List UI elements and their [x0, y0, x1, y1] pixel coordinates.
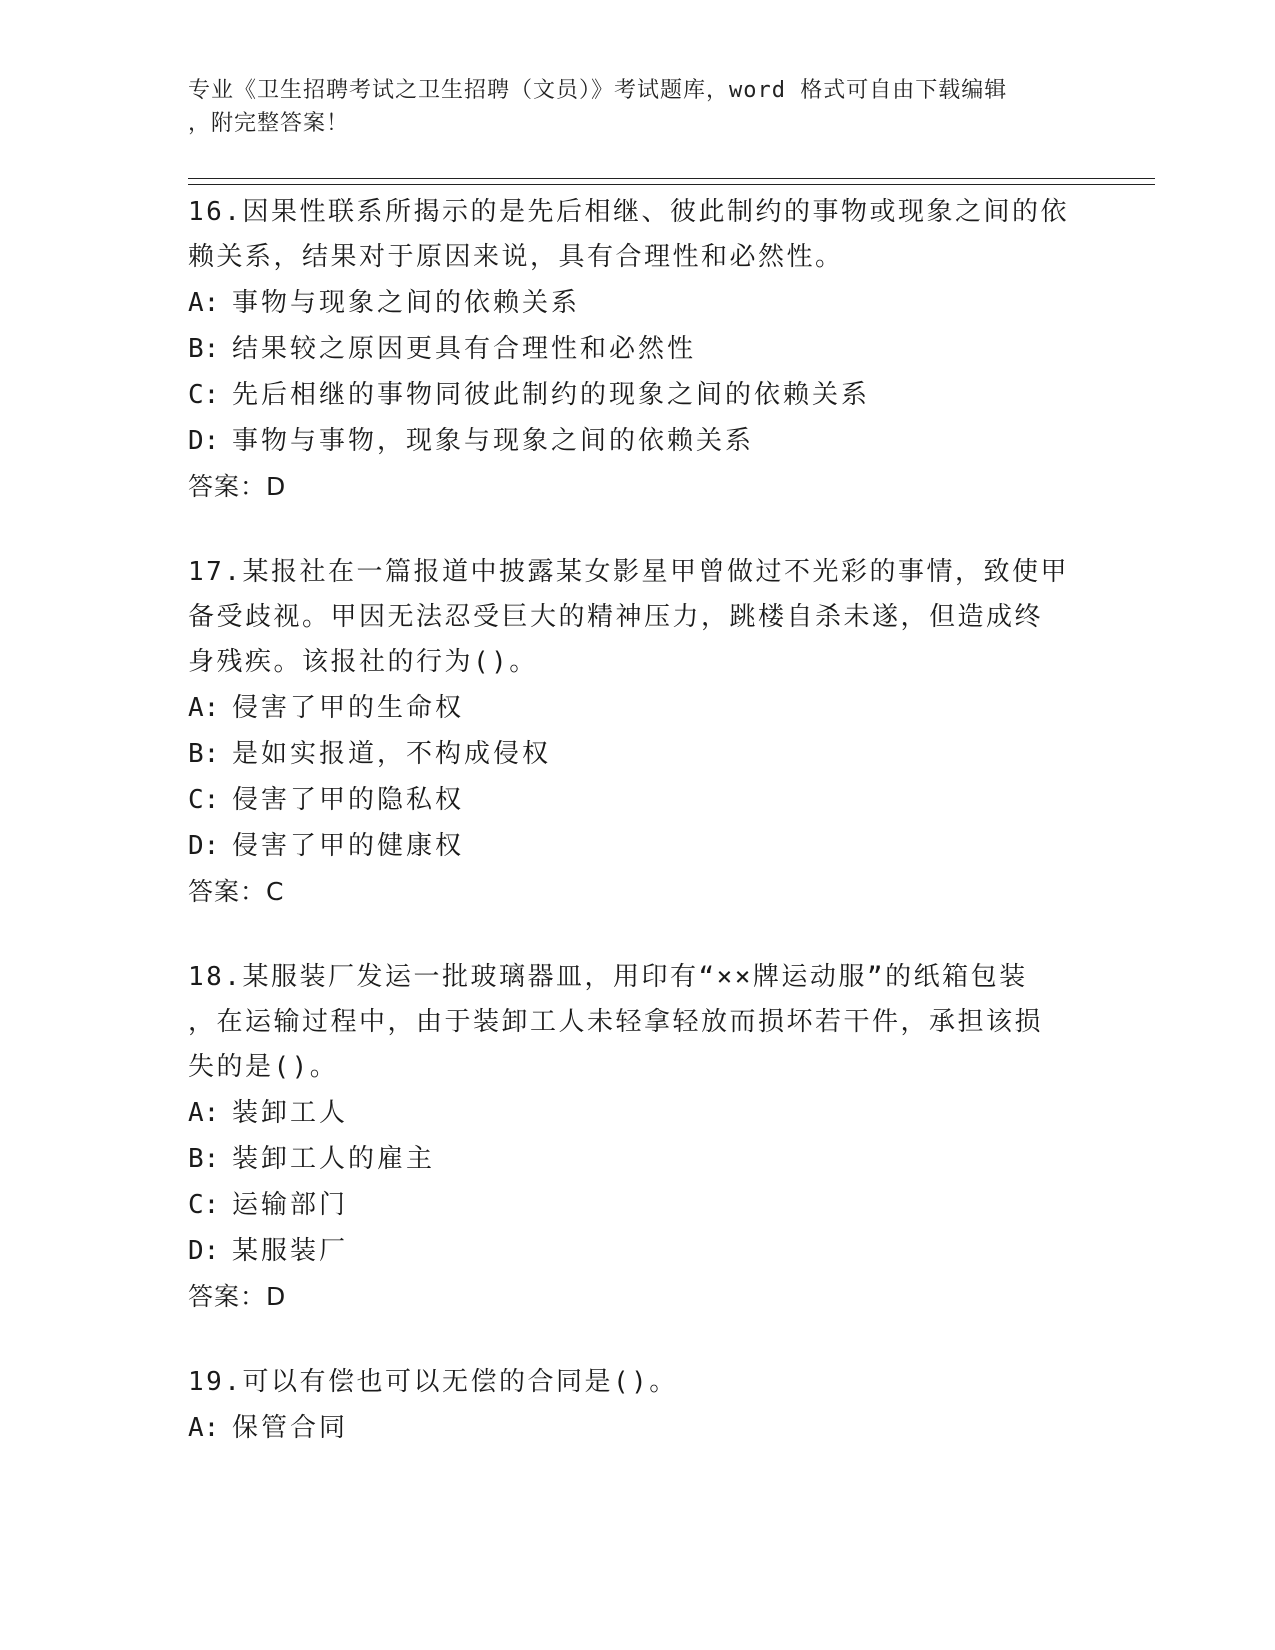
stem-line: 失的是()。	[188, 1052, 339, 1082]
option-a	[188, 1405, 1088, 1451]
answer-line: 答案：D	[188, 472, 287, 501]
stem-line: 备受歧视。甲因无法忍受巨大的精神压力，跳楼自杀未遂，但造成终	[188, 602, 1044, 632]
option-letter: B:	[188, 334, 220, 364]
answer-line: 答案：C	[188, 877, 285, 906]
header-divider-top	[188, 178, 1155, 179]
question-18	[188, 955, 1088, 1320]
option-text: 侵害了甲的隐私权	[232, 785, 465, 815]
option-text: 结果较之原因更具有合理性和必然性	[232, 334, 697, 364]
option-b	[188, 1136, 1088, 1182]
answer-line: 答案：D	[188, 1282, 287, 1311]
option-letter: C:	[188, 380, 220, 410]
question-spacer	[188, 510, 1088, 550]
option-letter: A:	[188, 693, 220, 723]
question-stem	[188, 1360, 1088, 1405]
option-letter: A:	[188, 1413, 220, 1443]
question-16	[188, 190, 1088, 510]
question-spacer	[188, 1320, 1088, 1360]
option-d	[188, 418, 1088, 464]
stem-line: 身残疾。该报社的行为()。	[188, 647, 538, 677]
header-line-1: 专业《卫生招聘考试之卫生招聘（文员）》考试题库，word 格式可自由下载编辑	[188, 78, 1008, 103]
stem-line: 19.可以有偿也可以无偿的合同是()。	[188, 1367, 678, 1397]
option-letter: B:	[188, 739, 220, 769]
question-stem	[188, 550, 1088, 685]
option-text: 侵害了甲的生命权	[232, 693, 465, 723]
option-letter: D:	[188, 1236, 220, 1266]
option-letter: B:	[188, 1144, 220, 1174]
option-text: 运输部门	[232, 1190, 349, 1220]
stem-line: ，在运输过程中，由于装卸工人未轻拿轻放而损坏若干件，承担该损	[188, 1007, 1044, 1037]
option-b	[188, 731, 1088, 777]
question-17	[188, 550, 1088, 915]
question-19	[188, 1360, 1088, 1451]
option-text: 是如实报道，不构成侵权	[232, 739, 552, 769]
document-header	[188, 74, 1068, 140]
option-a	[188, 685, 1088, 731]
question-spacer	[188, 915, 1088, 955]
question-list	[188, 190, 1088, 1451]
option-d	[188, 1228, 1088, 1274]
question-stem	[188, 955, 1088, 1090]
stem-line: 17.某报社在一篇报道中披露某女影星甲曾做过不光彩的事情，致使甲	[188, 557, 1069, 587]
option-letter: D:	[188, 831, 220, 861]
stem-line: 18.某服装厂发运一批玻璃器皿，用印有“××牌运动服”的纸箱包装	[188, 962, 1028, 992]
question-stem	[188, 190, 1088, 280]
option-c	[188, 777, 1088, 823]
option-text: 事物与现象之间的依赖关系	[232, 288, 581, 318]
option-letter: C:	[188, 1190, 220, 1220]
header-line-2: ，附完整答案！	[188, 111, 350, 136]
option-text: 先后相继的事物同彼此制约的现象之间的依赖关系	[232, 380, 871, 410]
option-d	[188, 823, 1088, 869]
option-text: 装卸工人	[232, 1098, 349, 1128]
option-c	[188, 372, 1088, 418]
option-text: 事物与事物，现象与现象之间的依赖关系	[232, 426, 755, 456]
option-c	[188, 1182, 1088, 1228]
option-text: 保管合同	[232, 1413, 349, 1443]
option-letter: A:	[188, 288, 220, 318]
option-letter: D:	[188, 426, 220, 456]
option-letter: C:	[188, 785, 220, 815]
option-letter: A:	[188, 1098, 220, 1128]
stem-line: 16.因果性联系所揭示的是先后相继、彼此制约的事物或现象之间的依	[188, 197, 1069, 227]
option-a	[188, 1090, 1088, 1136]
header-divider-bottom	[188, 184, 1155, 185]
option-a	[188, 280, 1088, 326]
option-text: 侵害了甲的健康权	[232, 831, 465, 861]
stem-line: 赖关系，结果对于原因来说，具有合理性和必然性。	[188, 242, 844, 272]
option-b	[188, 326, 1088, 372]
option-text: 装卸工人的雇主	[232, 1144, 436, 1174]
option-text: 某服装厂	[232, 1236, 349, 1266]
